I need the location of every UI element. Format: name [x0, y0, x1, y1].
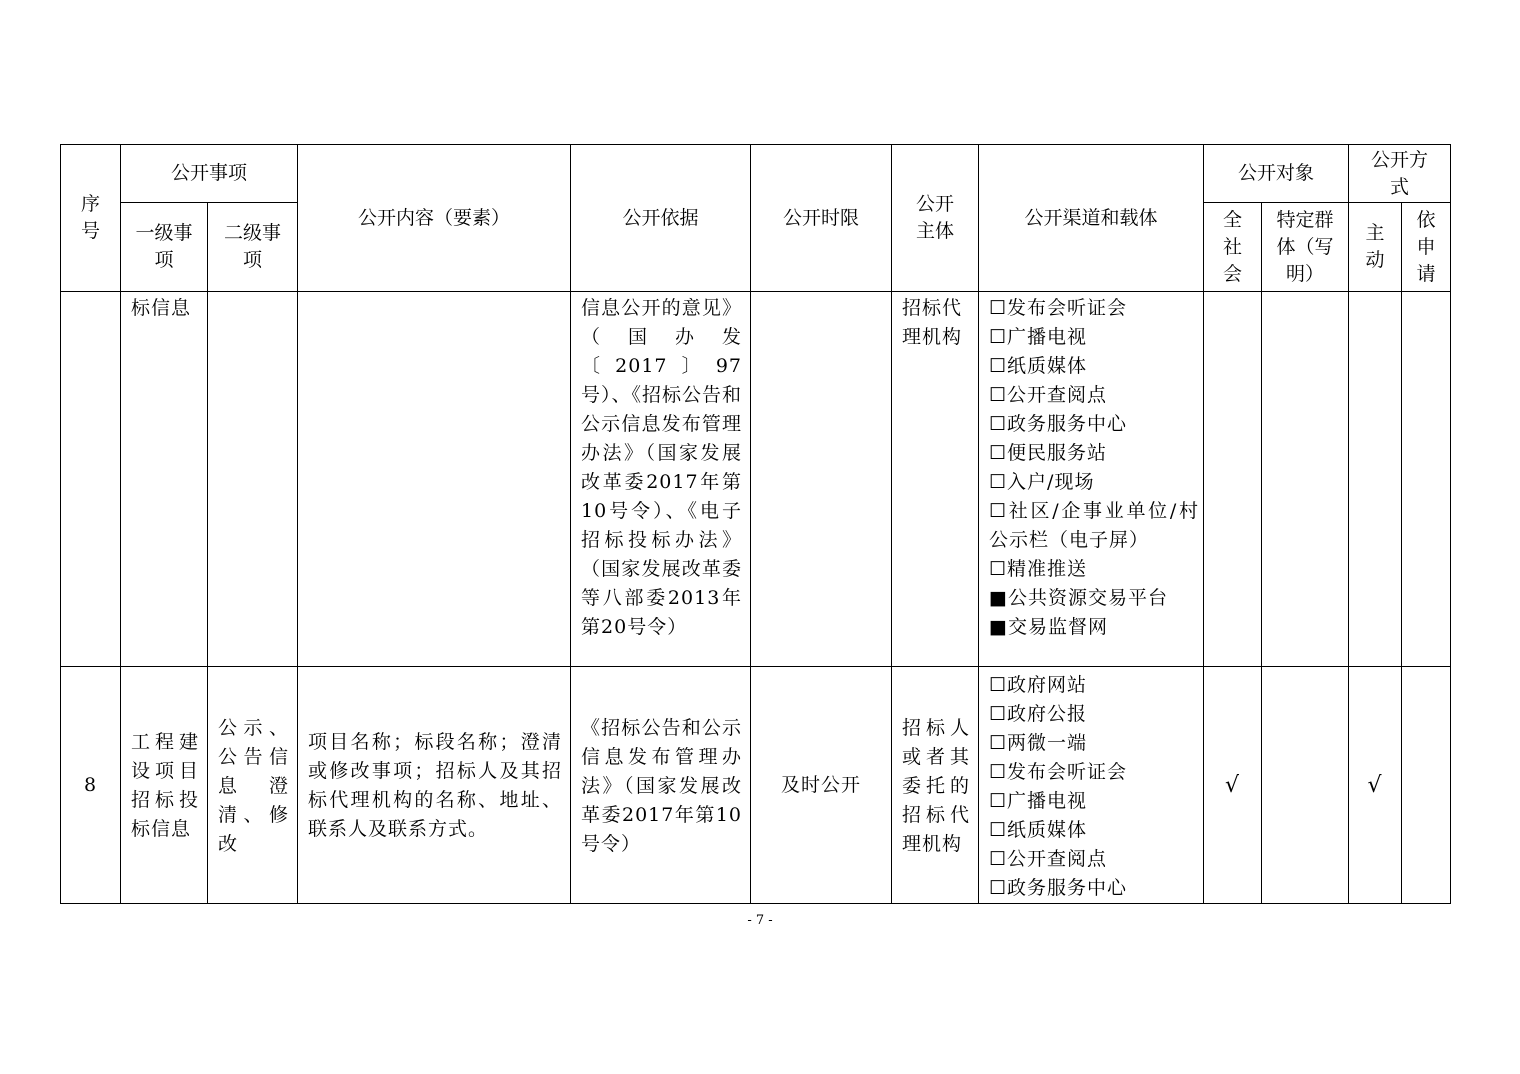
header-target-specific: 特定群体（写明） [1262, 203, 1349, 292]
channel-item: ☐入户/现场 [989, 471, 1095, 493]
cell-method-request [1402, 292, 1451, 667]
header-target-all: 全社会 [1204, 203, 1262, 292]
cell-content: 项目名称；标段名称；澄清或修改事项；招标人及其招标代理机构的名称、地址、联系人及联系方式。 [298, 667, 571, 904]
cell-level2 [208, 292, 298, 667]
cell-level1: 工程建设项目招标投标信息 [121, 667, 208, 904]
header-items: 公开事项 [121, 145, 298, 203]
channel-item: ☐精准推送 [989, 558, 1088, 580]
cell-level1: 标信息 [121, 292, 208, 667]
cell-target-specific [1262, 292, 1349, 667]
disclosure-table [60, 144, 1451, 904]
cell-method-request [1402, 667, 1451, 904]
table-row [61, 667, 1451, 904]
cell-subject: 招标代理机构 [892, 292, 979, 667]
header-method-request: 依申请 [1402, 203, 1451, 292]
channel-item: ☐广播电视 [989, 790, 1088, 812]
cell-content [298, 292, 571, 667]
channel-item: ☐发布会听证会 [989, 761, 1128, 783]
cell-target-specific [1262, 667, 1349, 904]
header-level1: 一级事项 [121, 203, 208, 292]
header-basis: 公开依据 [571, 145, 751, 292]
header-method: 公开方式 [1349, 145, 1451, 203]
cell-basis: 《招标公告和公示信息发布管理办法》（国家发展改革委2017年第10号令） [571, 667, 751, 904]
channel-item: ☐公开查阅点 [989, 384, 1108, 406]
header-content: 公开内容（要素） [298, 145, 571, 292]
channel-item: ☐发布会听证会 [989, 297, 1128, 319]
cell-seq [61, 292, 121, 667]
channel-item: ■交易监督网 [989, 616, 1108, 638]
channel-item: ☐政府网站 [989, 674, 1088, 696]
cell-time-limit: 及时公开 [751, 667, 892, 904]
header-seq: 序号 [61, 145, 121, 292]
channel-item: ☐两微一端 [989, 732, 1088, 754]
channel-item: ☐便民服务站 [989, 442, 1108, 464]
cell-channels [979, 292, 1204, 667]
channel-item: ☐社区/企事业单位/村公示栏（电子屏） [989, 500, 1200, 551]
cell-method-active-check: √ [1349, 667, 1402, 904]
header-method-active: 主动 [1349, 203, 1402, 292]
page-number: - 7 - [747, 913, 773, 928]
cell-target-all [1204, 292, 1262, 667]
cell-target-all-check: √ [1204, 667, 1262, 904]
channel-item: ☐纸质媒体 [989, 819, 1088, 841]
channel-item: ■公共资源交易平台 [989, 587, 1168, 609]
cell-subject: 招标人或者其委托的招标代理机构 [892, 667, 979, 904]
channel-item: ☐公开查阅点 [989, 848, 1108, 870]
header-level2: 二级事项 [208, 203, 298, 292]
header-subject: 公开主体 [892, 145, 979, 292]
channel-item: ☐政府公报 [989, 703, 1088, 725]
table-row [61, 292, 1451, 667]
header-time-limit: 公开时限 [751, 145, 892, 292]
channel-item: ☐政务服务中心 [989, 413, 1128, 435]
cell-basis: 信息公开的意见》（国办发〔2017〕97号）、《招标公告和公示信息发布管理办法》（国家发展改革委2017年第10号令）、《电子招标投标办法》（国家发展改革委等八部委2013年第20号令） [571, 292, 751, 667]
channel-item: ☐纸质媒体 [989, 355, 1088, 377]
header-target: 公开对象 [1204, 145, 1349, 203]
header-channels: 公开渠道和载体 [979, 145, 1204, 292]
cell-channels [979, 667, 1204, 904]
cell-time-limit [751, 292, 892, 667]
channel-item: ☐政务服务中心 [989, 877, 1128, 899]
cell-level2: 公示、公告信息 澄清、修改 [208, 667, 298, 904]
cell-seq: 8 [61, 667, 121, 904]
channel-item: ☐广播电视 [989, 326, 1088, 348]
cell-method-active [1349, 292, 1402, 667]
